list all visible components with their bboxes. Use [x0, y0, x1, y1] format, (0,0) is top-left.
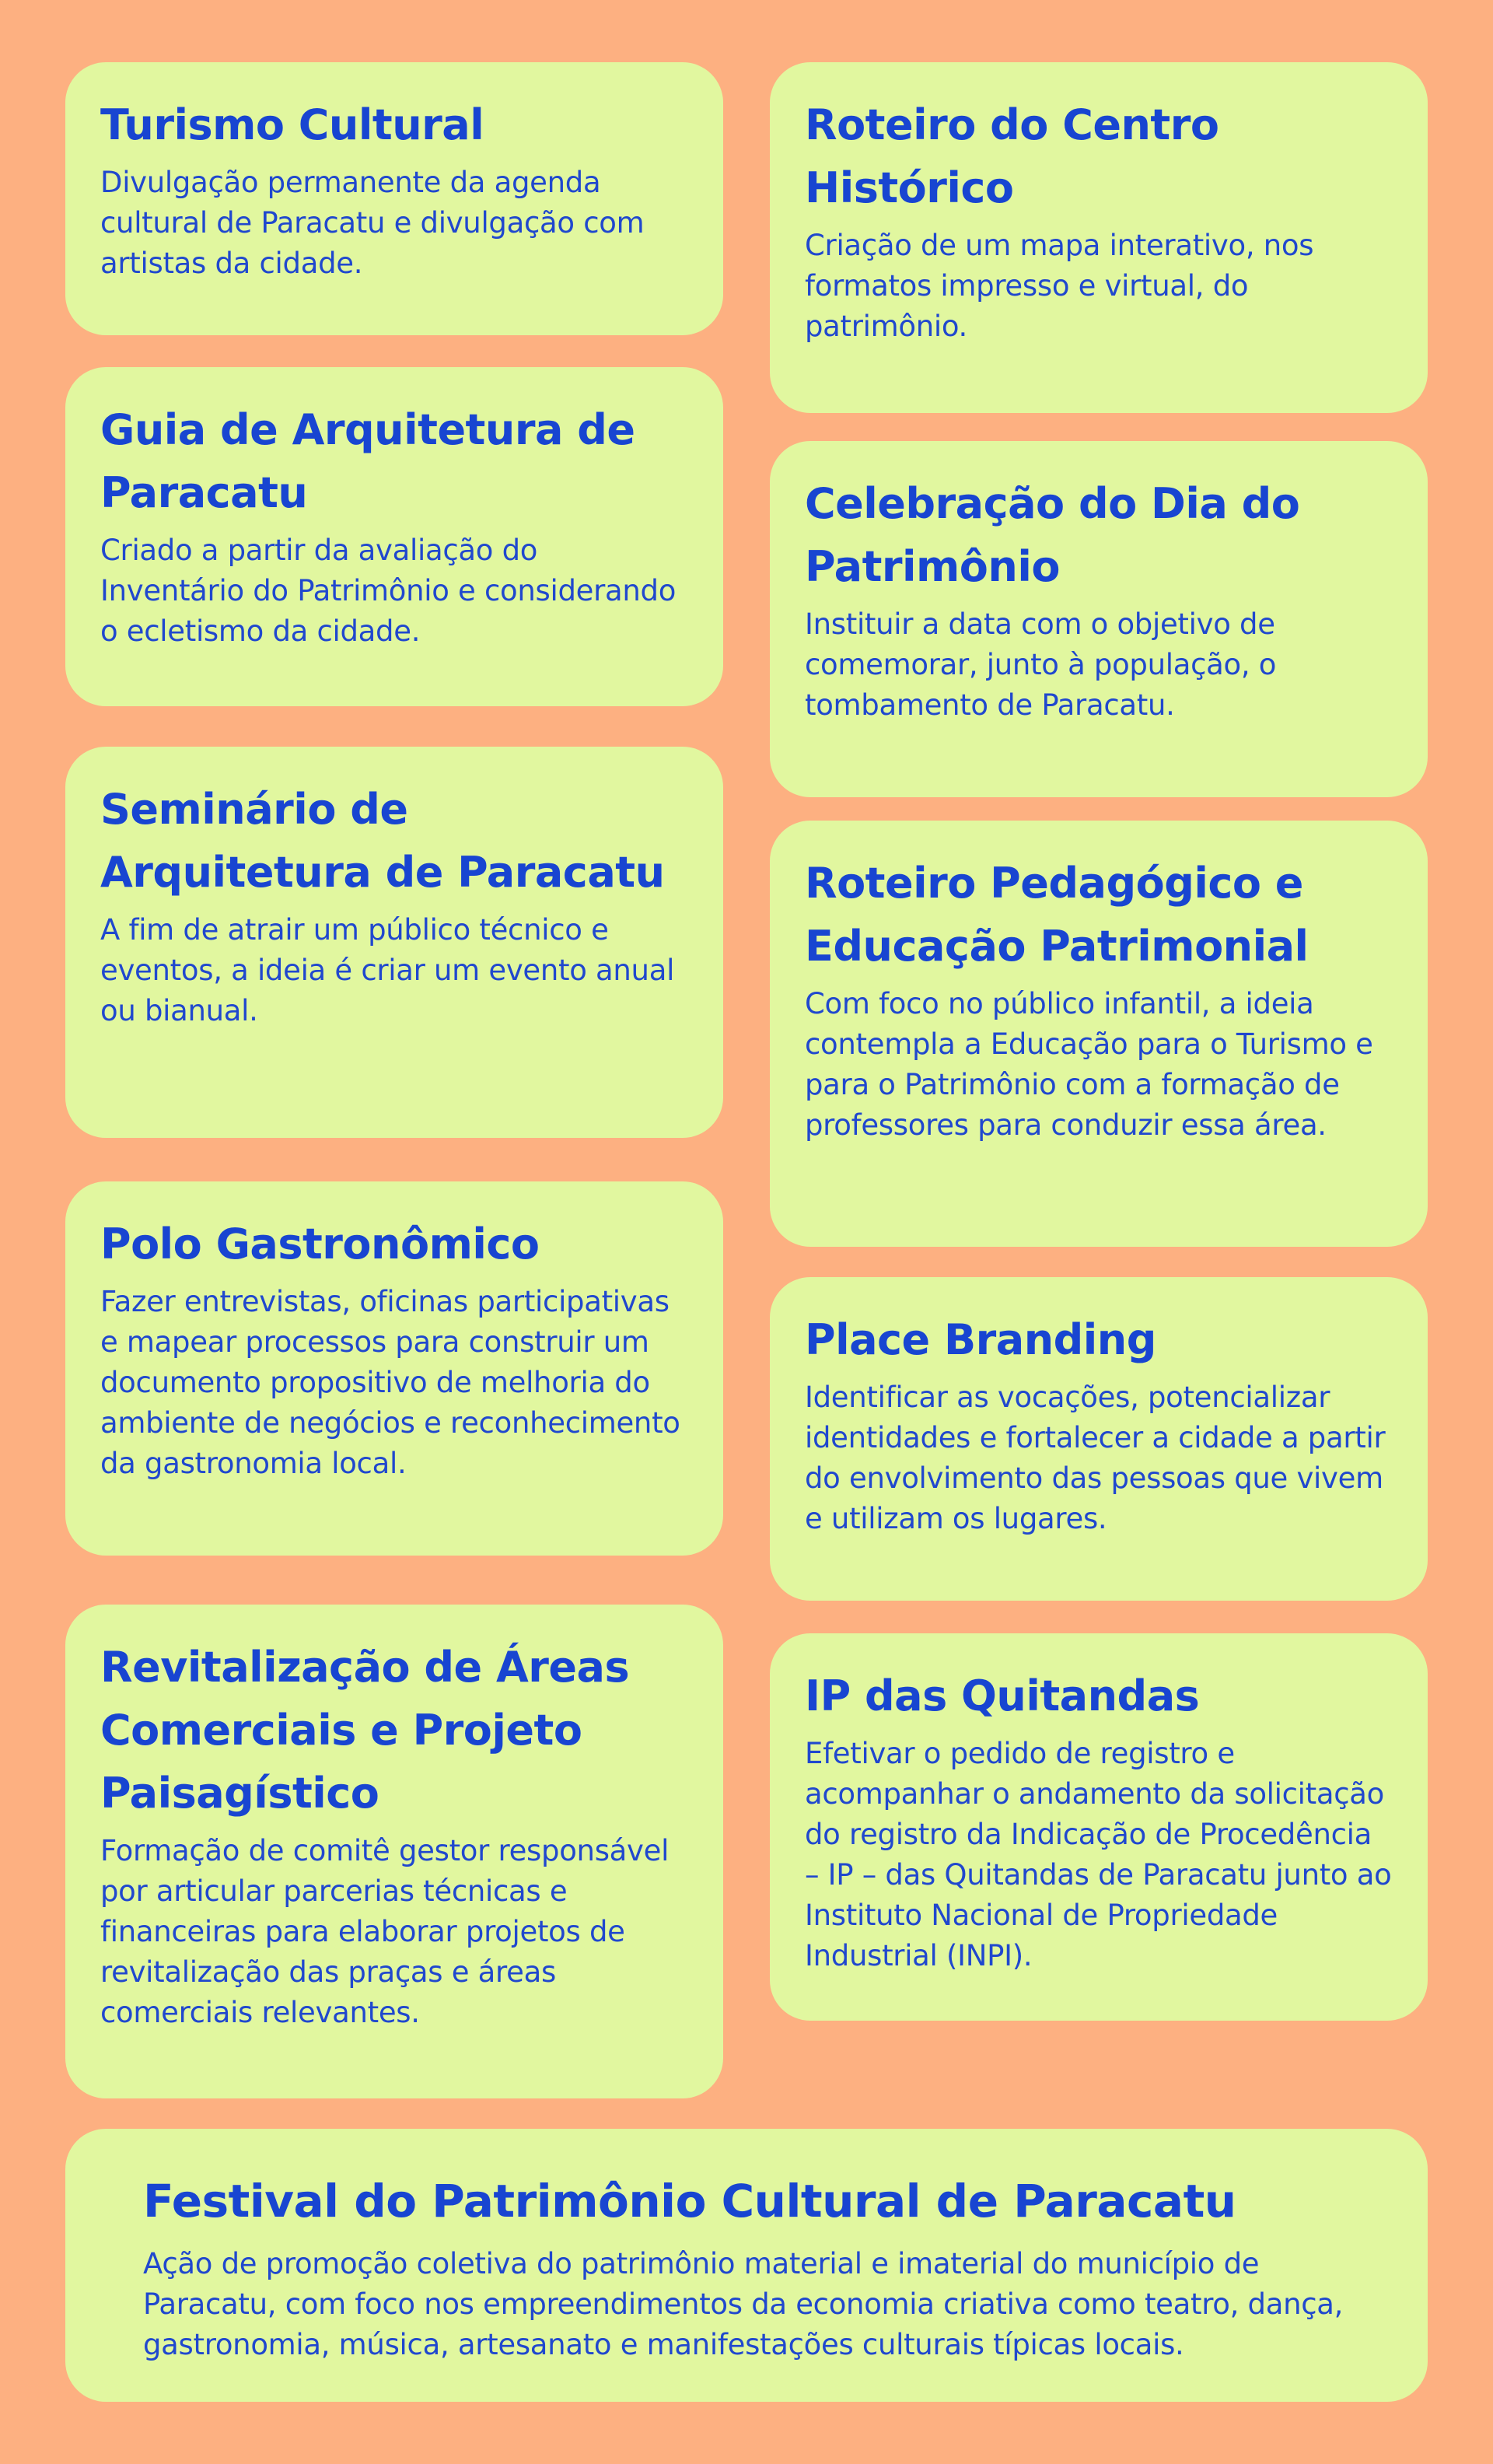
- card-ip-das-quitandas: [770, 1633, 1428, 2021]
- card-description: Efetivar o pedido de registro e acompanhar o andamento da solicitação do registro da Indicação de Procedência – IP – das Quitandas de Paracatu junto ao Instituto Nacional de Propriedade Industrial (INPI).: [805, 1737, 1392, 1972]
- card-title: Festival do Patrimônio Cultural de Paracatu: [143, 2175, 1236, 2228]
- card-title: Guia de Arquitetura de Paracatu: [100, 405, 635, 517]
- card-title: IP das Quitandas: [805, 1671, 1200, 1720]
- card-description: Com foco no público infantil, a ideia contempla a Educação para o Turismo e para o Patrimônio com a formação de professores para conduzir essa área.: [805, 987, 1373, 1142]
- card-title: Seminário de Arquitetura de Paracatu: [100, 785, 665, 897]
- card-revitalizacao-areas-comerciais: [65, 1605, 723, 2098]
- card-roteiro-centro-historico: [770, 62, 1428, 413]
- card-title: Revitalização de Áreas Comerciais e Projeto Paisagístico: [100, 1643, 630, 1818]
- card-description: Ação de promoção coletiva do patrimônio material e imaterial do município de Paracatu, com foco nos empreendimentos da economia criativa como teatro, dança, gastronomia, música, artesanato e manifestações culturais típicas locais.: [143, 2247, 1344, 2361]
- card-description: Criado a partir da avaliação do Inventário do Patrimônio e considerando o ecletismo da cidade.: [100, 534, 677, 648]
- card-roteiro-pedagogico: [770, 821, 1428, 1247]
- card-description: Identificar as vocações, potencializar identidades e fortalecer a cidade a partir do envolvimento das pessoas que vivem e utilizam os lugares.: [805, 1381, 1386, 1535]
- card-columns: [65, 62, 1428, 2098]
- card-guia-de-arquitetura: [65, 367, 723, 706]
- left-column: [65, 62, 723, 2098]
- card-description: Formação de comitê gestor responsável por articular parcerias técnicas e financeiras para elaborar projetos de revitalização das praças e áreas comerciais relevantes.: [100, 1834, 670, 2029]
- card-title: Roteiro do Centro Histórico: [805, 100, 1219, 212]
- card-celebracao-dia-patrimonio: [770, 441, 1428, 797]
- card-polo-gastronomico: [65, 1181, 723, 1556]
- card-description: A fim de atrair um público técnico e eventos, a ideia é criar um evento anual ou bianual.: [100, 913, 675, 1027]
- card-turismo-cultural: [65, 62, 723, 335]
- card-title: Roteiro Pedagógico e Educação Patrimonial: [805, 859, 1309, 971]
- card-description: Fazer entrevistas, oficinas participativas e mapear processos para construir um documento propositivo de melhoria do ambiente de negócios e reconhecimento da gastronomia local.: [100, 1285, 680, 1480]
- card-place-branding: [770, 1277, 1428, 1601]
- card-seminario-de-arquitetura: [65, 747, 723, 1138]
- card-title: Polo Gastronômico: [100, 1220, 540, 1269]
- right-column: [770, 62, 1428, 2021]
- card-description: Criação de um mapa interativo, nos formatos impresso e virtual, do patrimônio.: [805, 229, 1314, 343]
- card-title: Place Branding: [805, 1315, 1156, 1364]
- card-festival-patrimonio-cultural: [65, 2129, 1428, 2402]
- card-title: Turismo Cultural: [100, 100, 484, 149]
- card-description: Divulgação permanente da agenda cultural de Paracatu e divulgação com artistas da cidade.: [100, 166, 645, 280]
- card-description: Instituir a data com o objetivo de comemorar, junto à população, o tombamento de Paracatu.: [805, 607, 1277, 722]
- card-title: Celebração do Dia do Patrimônio: [805, 479, 1300, 591]
